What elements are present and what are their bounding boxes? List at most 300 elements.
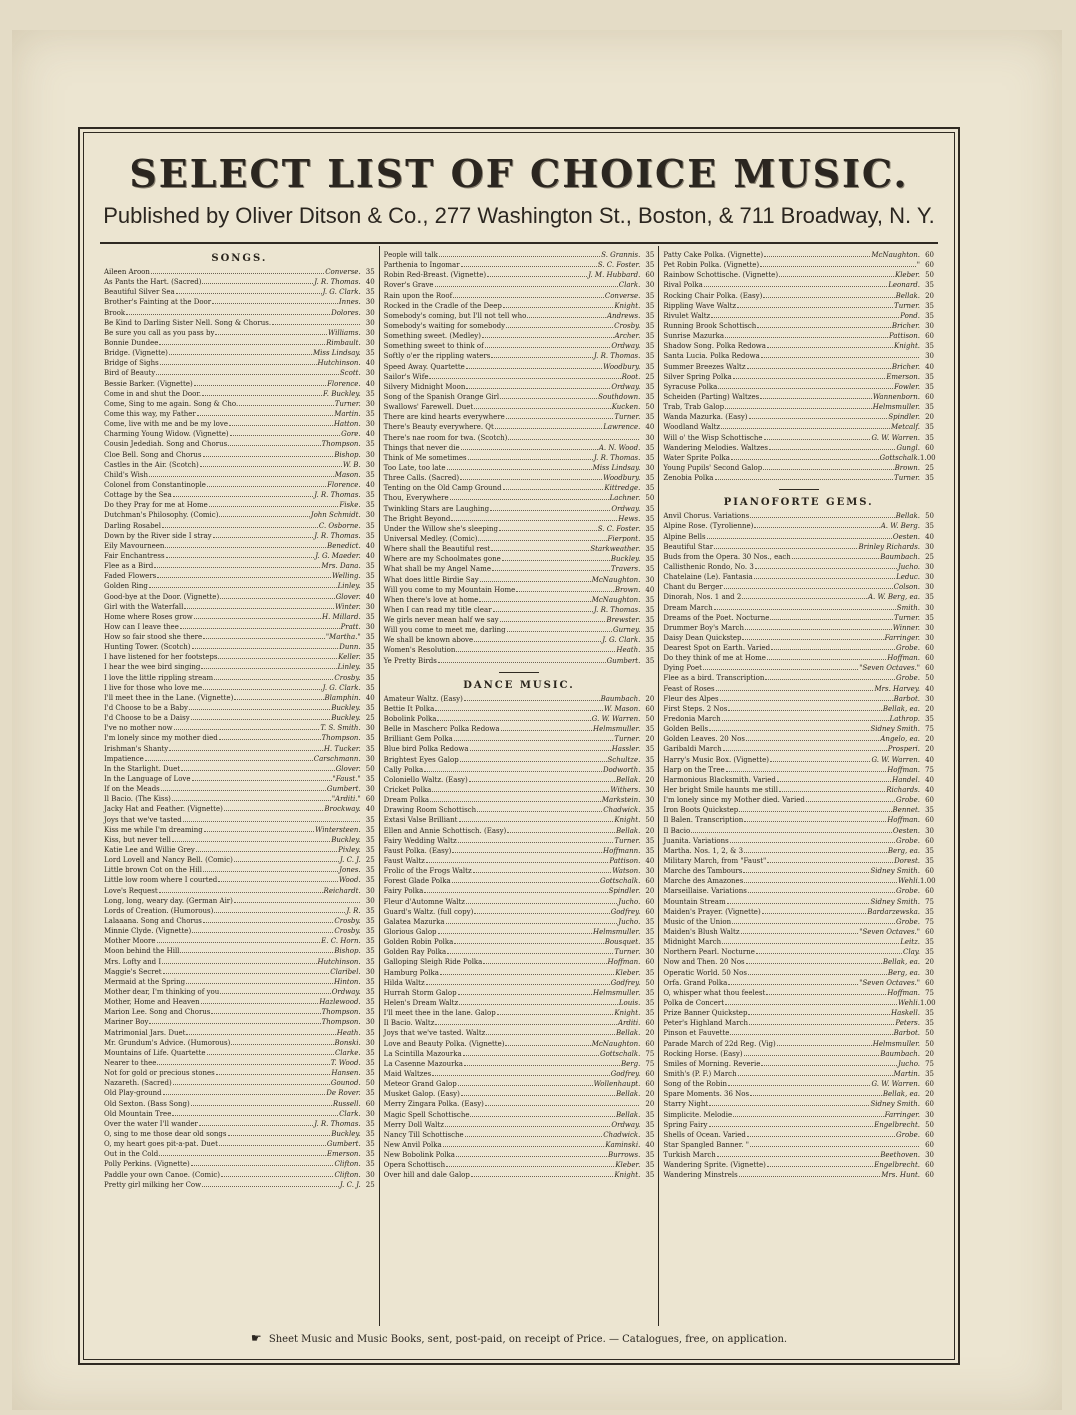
leader-dots <box>446 1166 614 1167</box>
leader-dots <box>466 903 617 904</box>
item-composer: Angelo, ea. <box>880 735 921 744</box>
leader-dots <box>458 994 592 995</box>
item-composer: Lawrence. <box>603 423 641 432</box>
music-list-item <box>104 906 375 916</box>
item-price: 20 <box>645 1090 655 1099</box>
item-title: Joys that we've tasted <box>104 815 182 824</box>
leader-dots <box>173 1084 330 1085</box>
item-composer: Bellak. <box>895 291 921 300</box>
item-title: Helen's Dream Waltz <box>383 998 459 1007</box>
item-price: 35 <box>925 907 935 916</box>
music-list-item <box>384 250 655 260</box>
item-title: Colonel from Constantinople <box>104 480 206 489</box>
item-price: 30 <box>365 754 375 763</box>
item-title: Flee as a bird. Transcription <box>663 674 765 683</box>
item-price: 35 <box>645 605 655 614</box>
item-title: Turkish March <box>663 1151 716 1160</box>
item-title: What shall be my Angel Name <box>383 565 491 574</box>
item-price: 35 <box>925 948 935 957</box>
item-price: 35 <box>645 382 655 391</box>
item-composer: Markstein. <box>601 796 641 805</box>
music-list-item <box>384 1039 655 1049</box>
leader-dots <box>764 439 871 440</box>
item-price: 35 <box>645 251 655 259</box>
item-title: People will talk <box>383 251 438 259</box>
item-title: Silvery Midnight Moon <box>383 382 466 391</box>
leader-dots <box>733 378 886 379</box>
item-price: 35 <box>645 555 655 564</box>
leader-dots <box>505 1045 590 1046</box>
item-price: 25 <box>645 372 655 381</box>
leader-dots <box>163 973 330 974</box>
music-list-item <box>384 1160 655 1170</box>
music-list-item <box>384 351 655 361</box>
item-title: I've no mother now <box>104 724 173 733</box>
leader-dots <box>714 609 896 610</box>
leader-dots <box>762 913 867 914</box>
item-composer: Buckley. <box>331 704 361 713</box>
music-list-item <box>104 1007 375 1017</box>
item-price: 35 <box>925 281 935 290</box>
leader-dots <box>743 872 869 873</box>
leader-dots <box>728 984 858 985</box>
item-price: 35 <box>365 957 375 966</box>
item-title: Spring Fairy <box>663 1120 708 1129</box>
item-price: 60 <box>645 1039 655 1048</box>
music-list-item <box>104 379 375 389</box>
music-list-item <box>384 734 655 744</box>
item-title: Santa Lucia. Polka Redowa <box>663 352 760 361</box>
leader-dots <box>201 1003 319 1004</box>
music-list-item <box>384 815 655 825</box>
item-title: Mother Moore <box>104 937 156 946</box>
item-price: 50 <box>645 715 655 724</box>
leader-dots <box>159 1155 326 1156</box>
item-price: 35 <box>365 653 375 662</box>
leader-dots <box>234 861 339 862</box>
music-list-item <box>384 775 655 785</box>
item-composer: Bellak. <box>615 1110 641 1119</box>
item-title: Wandering Melodies. Waltzes <box>663 443 768 452</box>
music-list-item <box>104 987 375 997</box>
item-price: 35 <box>365 521 375 530</box>
item-title: Beautiful Silver Sea <box>104 288 175 297</box>
item-composer: Dorest. <box>894 857 921 866</box>
leader-dots <box>220 598 335 599</box>
music-list-item <box>663 968 934 978</box>
leader-dots <box>733 1116 883 1117</box>
leader-dots <box>443 1146 605 1147</box>
leader-dots <box>229 425 333 426</box>
leader-dots <box>202 395 322 396</box>
leader-dots <box>704 286 888 287</box>
item-title: Dutchman's Philosophy. (Comic) <box>104 511 219 520</box>
music-list-item <box>663 988 934 998</box>
item-price: 20 <box>925 291 935 300</box>
item-title: Something sweet to think of <box>383 342 484 351</box>
item-price: 30 <box>925 968 935 977</box>
music-list-item <box>384 978 655 988</box>
item-composer: Knight. <box>614 1009 641 1018</box>
item-title: Wandering Minstrels <box>663 1171 738 1180</box>
item-price: 50 <box>925 1039 935 1048</box>
item-composer: "Seven Octaves." <box>859 928 921 936</box>
item-title: Hamburg Polka <box>383 968 439 977</box>
item-price: 35 <box>925 433 935 442</box>
item-title: Syracuse Polka <box>663 382 718 391</box>
item-price: 40 <box>365 541 375 550</box>
item-composer: Buckley. <box>610 555 641 564</box>
item-price: 35 <box>365 673 375 682</box>
music-list-item <box>663 1049 934 1059</box>
leader-dots <box>151 273 324 274</box>
item-title: Brother's Fainting at the Door <box>104 298 212 307</box>
music-list-item <box>104 571 375 581</box>
item-price: 35 <box>645 514 655 523</box>
item-title: Pinson et Fauvette <box>663 1029 730 1038</box>
leader-dots <box>468 459 593 460</box>
item-title: Twinkling Stars are Laughing <box>383 504 490 513</box>
leader-dots <box>779 791 885 792</box>
music-list-item <box>104 926 375 936</box>
item-price: 35 <box>645 998 655 1007</box>
item-composer: Brinley Richards. <box>858 542 921 551</box>
item-title: Will you come to my Mountain Home <box>383 585 516 594</box>
item-composer: Baumbach. <box>880 1049 921 1058</box>
leader-dots <box>203 638 325 639</box>
music-list-item <box>384 656 655 666</box>
item-composer: Gumbert. <box>326 785 361 794</box>
leader-dots <box>424 771 602 772</box>
leader-dots <box>429 378 620 379</box>
item-composer: Louis. <box>618 998 641 1007</box>
music-list-item <box>663 653 934 663</box>
leader-dots <box>749 418 888 419</box>
item-price: 35 <box>365 268 375 276</box>
item-composer: Hutchinson. <box>317 359 361 368</box>
item-title: Dream Polka <box>383 796 430 805</box>
leader-dots <box>458 842 614 843</box>
music-list-item <box>104 490 375 500</box>
item-composer: Fierpont. <box>607 534 641 543</box>
leader-dots <box>490 510 610 511</box>
item-composer: Reichardt. <box>323 886 361 895</box>
music-list-item <box>384 755 655 765</box>
item-composer: Heath. <box>336 1028 361 1037</box>
item-title: How so fair stood she there <box>104 633 203 642</box>
item-composer: Ordway. <box>611 504 641 513</box>
item-price: 35 <box>645 413 655 422</box>
leader-dots <box>478 540 606 541</box>
item-composer: Woodbury. <box>603 362 641 371</box>
item-title: Bonnie Dundee <box>104 338 159 347</box>
leader-dots <box>215 334 327 335</box>
item-price: 35 <box>925 403 935 412</box>
item-composer: Schultze. <box>607 755 641 764</box>
music-list-item <box>104 804 375 814</box>
music-list-item <box>663 341 934 351</box>
item-composer: Knight. <box>614 816 641 825</box>
item-title: Too Late, too late <box>383 463 446 472</box>
item-composer: Florence. <box>327 379 361 388</box>
music-list-item <box>384 1008 655 1018</box>
item-price: 35 <box>645 846 655 855</box>
music-list-item <box>384 443 655 453</box>
item-title: Magic Spell Schottische <box>383 1110 470 1119</box>
leader-dots <box>779 276 894 277</box>
music-list-item <box>663 291 934 301</box>
item-price: 30 <box>365 785 375 794</box>
item-price: 35 <box>645 1151 655 1160</box>
item-title: Song of the Spanish Orange Girl <box>383 392 500 401</box>
leader-dots <box>723 750 887 751</box>
item-composer: Buckley. <box>331 714 361 723</box>
item-title: Orfa. Grand Polka <box>663 978 728 987</box>
item-price: 35 <box>365 1069 375 1078</box>
leader-dots <box>770 761 871 762</box>
item-price: 60 <box>645 1019 655 1028</box>
item-price: 60 <box>925 332 935 341</box>
music-list-item <box>663 433 934 443</box>
music-list-item <box>663 937 934 947</box>
music-list-item <box>663 856 934 866</box>
item-title: Lord Lovell and Nancy Bell. (Comic) <box>104 856 233 865</box>
item-title: Marseillaise. Variations <box>663 887 747 896</box>
leader-dots <box>214 679 333 680</box>
item-composer: Grobe. <box>896 836 921 845</box>
item-price: 50 <box>365 1079 375 1088</box>
music-list-item <box>663 623 934 633</box>
pointing-hand-icon: ☛ <box>250 1331 262 1345</box>
item-composer: Jones. <box>339 866 361 875</box>
item-price: 60 <box>925 251 935 259</box>
leader-dots <box>169 750 323 751</box>
music-list-item <box>663 734 934 744</box>
item-price: 35 <box>645 968 655 977</box>
item-composer: Fowler. <box>894 382 921 391</box>
item-title: Rain upon the Roof <box>383 291 453 300</box>
item-composer: H. Millard. <box>322 612 361 621</box>
music-list-item <box>104 551 375 561</box>
music-list-item <box>104 308 375 318</box>
item-price: 30 <box>365 338 375 347</box>
item-price: 35 <box>925 1009 935 1018</box>
item-price: 35 <box>365 288 375 297</box>
music-list-item <box>663 957 934 967</box>
music-list-item <box>384 826 655 836</box>
music-list-item <box>663 613 934 623</box>
item-composer: Oesten. <box>892 826 921 835</box>
item-price: 35 <box>365 987 375 996</box>
leader-dots <box>792 558 879 559</box>
music-columns <box>100 246 938 1326</box>
leader-dots <box>191 719 330 720</box>
music-list-item <box>663 886 934 896</box>
item-price: 35 <box>645 616 655 625</box>
item-title: Will you come to meet me, darling <box>383 626 506 635</box>
music-list-item <box>104 1088 375 1098</box>
leader-dots <box>172 1115 338 1116</box>
item-composer: Knight. <box>614 301 641 310</box>
item-title: Fleur d'Automne Waltz <box>383 897 465 906</box>
music-list-item <box>104 764 375 774</box>
music-list-item <box>104 896 375 906</box>
item-composer: Godfrey. <box>610 907 641 916</box>
leader-dots <box>159 892 323 893</box>
item-title: Bobolink Polka <box>383 715 437 724</box>
item-price: 40 <box>925 775 935 784</box>
item-price: 35 <box>365 389 375 398</box>
item-title: When there's love at home <box>383 595 479 604</box>
leader-dots <box>432 791 609 792</box>
item-composer: J. R. Thomas. <box>314 278 361 287</box>
item-price: 35 <box>925 474 935 483</box>
item-composer: Miss Lindsay. <box>592 463 641 472</box>
item-title: Juanita. Variations <box>663 836 729 845</box>
item-composer: Pattison. <box>609 857 641 866</box>
item-price: 60 <box>645 271 655 280</box>
leader-dots <box>724 588 893 589</box>
item-price: 60 <box>925 654 935 663</box>
item-title: Matrimonial Jars. Duet <box>104 1028 186 1037</box>
music-list-item <box>384 1018 655 1028</box>
music-list-item <box>104 774 375 784</box>
item-price: 35 <box>645 1009 655 1018</box>
item-title: Polly Perkins. (Vignette) <box>104 1160 190 1169</box>
item-price: 60 <box>925 443 935 452</box>
music-list-item <box>663 331 934 341</box>
item-price: 35 <box>645 352 655 361</box>
leader-dots <box>742 598 867 599</box>
leader-dots <box>204 831 314 832</box>
item-composer: Sidney Smith. <box>870 897 921 906</box>
item-composer: Brewster. <box>606 616 641 625</box>
music-list-item <box>384 846 655 856</box>
leader-dots <box>746 963 882 964</box>
leader-dots <box>202 283 313 284</box>
item-composer: Wintersteen. <box>315 825 361 834</box>
item-title: Under the Willow she's sleeping <box>383 524 498 533</box>
music-list-item <box>663 866 934 876</box>
item-title: Alpine Rose. (Tyrolienne) <box>663 522 754 531</box>
item-composer: Thompson. <box>321 1008 361 1017</box>
item-composer: Handel. <box>892 775 921 784</box>
music-list-item <box>104 1109 375 1119</box>
music-list-item <box>663 542 934 552</box>
item-composer: Bellak. <box>615 826 641 835</box>
item-price: 35 <box>645 311 655 320</box>
music-list-item <box>663 321 934 331</box>
leader-dots <box>725 408 872 409</box>
item-price: 35 <box>925 372 935 381</box>
music-list-item <box>384 876 655 886</box>
leader-dots <box>728 710 882 711</box>
item-price: 30 <box>365 298 375 307</box>
item-title: Mrs. Lofty and I <box>104 957 162 966</box>
item-price: 60 <box>925 887 935 896</box>
music-list-item <box>663 633 934 643</box>
item-title: Moon behind the Hill <box>104 947 180 956</box>
leader-dots <box>483 963 606 964</box>
leader-dots <box>474 641 601 642</box>
music-list-item <box>384 625 655 635</box>
item-composer: Jucho. <box>618 917 641 926</box>
music-list-item <box>663 907 934 917</box>
item-title: Charming Young Widow. (Vignette) <box>104 430 229 439</box>
item-composer: Grobe. <box>896 644 921 653</box>
item-composer: Sidney Smith. <box>870 1100 921 1109</box>
leader-dots <box>527 317 606 318</box>
leader-dots <box>230 445 320 446</box>
leader-dots <box>473 872 612 873</box>
footer-notice <box>84 1331 954 1345</box>
item-price: 50 <box>925 271 935 280</box>
item-title: Irishman's Shanty <box>104 744 169 753</box>
item-title: Rocking Horse. (Easy) <box>663 1049 743 1058</box>
item-composer: Spindler. <box>608 887 641 896</box>
item-composer: Godfrey. <box>610 978 641 987</box>
item-title: Woodland Waltz <box>663 423 721 432</box>
music-list-item <box>104 389 375 399</box>
item-composer: Mrs. Harvey. <box>874 684 921 693</box>
item-title: Where shall the Beautiful rest <box>383 545 491 554</box>
music-list-item <box>384 1170 655 1180</box>
item-price: 35 <box>365 927 375 936</box>
item-title: Dying Poet <box>663 664 702 673</box>
item-price: 35 <box>365 825 375 834</box>
music-list-item <box>663 694 934 704</box>
leader-dots <box>189 709 330 710</box>
item-price: 30 <box>365 1018 375 1027</box>
item-title: Flee as a Bird <box>104 562 154 571</box>
leader-dots <box>224 810 324 811</box>
item-composer: Gottschalk. <box>600 877 641 886</box>
music-list-item <box>384 362 655 372</box>
item-composer: Turner. <box>334 399 361 408</box>
item-title: O, sing to me those dear old songs <box>104 1129 227 1138</box>
item-price: 60 <box>645 958 655 967</box>
item-title: I hear the wee bird singing <box>104 663 201 672</box>
item-price: 35 <box>645 626 655 635</box>
item-price: 35 <box>365 1048 375 1057</box>
leader-dots <box>460 479 602 480</box>
music-list-item <box>104 358 375 368</box>
item-composer: Hoffman. <box>607 958 641 967</box>
item-price: 20 <box>925 413 935 422</box>
item-composer: Barbot. <box>893 1029 921 1038</box>
item-price: 60 <box>365 1099 375 1108</box>
item-title: Old Sexton. (Bass Song) <box>104 1099 190 1108</box>
item-composer: C. Osborne. <box>318 521 361 530</box>
item-title: Drawing Room Schottisch <box>383 806 477 815</box>
leader-dots <box>445 1126 610 1127</box>
column-3 <box>658 246 938 1326</box>
leader-dots <box>180 952 333 953</box>
leader-dots <box>460 761 607 762</box>
leader-dots <box>212 303 338 304</box>
item-price: 35 <box>365 1160 375 1169</box>
item-price: 30 <box>645 575 655 584</box>
music-list-item <box>104 713 375 723</box>
music-list-item <box>663 805 934 815</box>
leader-dots <box>767 347 893 348</box>
item-title: Joys that we've tasted. Waltz <box>383 1029 486 1038</box>
item-title: I'm lonely since my Mother died. Varied <box>663 796 805 805</box>
music-list-item <box>104 1099 375 1109</box>
leader-dots <box>180 628 340 629</box>
item-price: 60 <box>925 644 935 653</box>
item-composer: "Seven Octaves." <box>859 978 921 987</box>
